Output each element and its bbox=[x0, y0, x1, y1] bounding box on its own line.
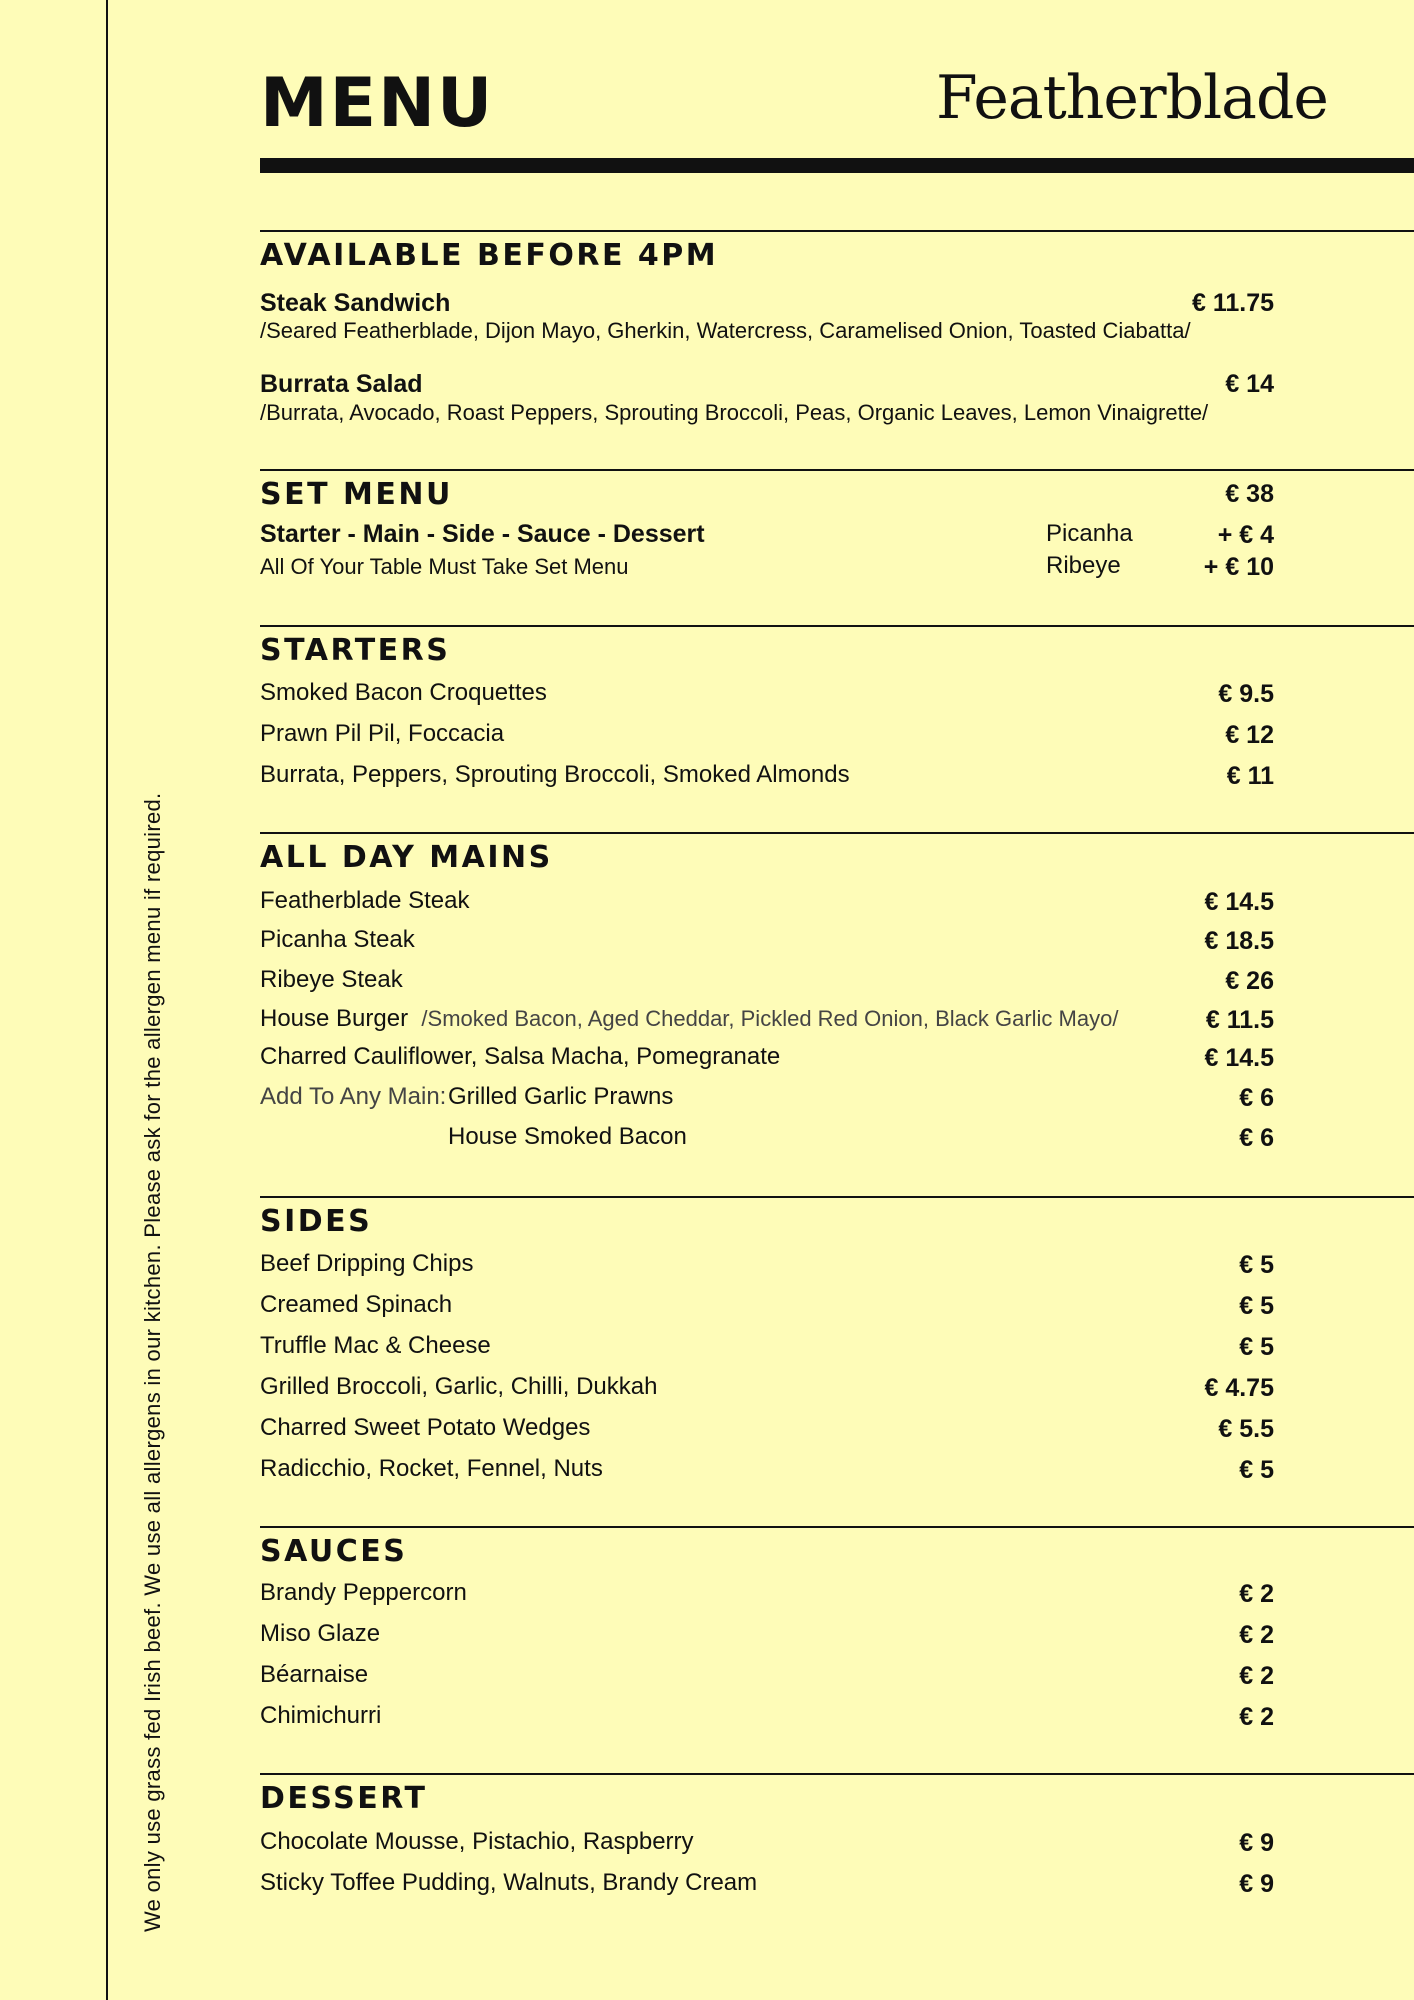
menu-item-price: € 5 bbox=[1239, 1292, 1274, 1320]
menu-item-name: Grilled Broccoli, Garlic, Chilli, Dukkah bbox=[260, 1373, 658, 1400]
menu-item-price: € 12 bbox=[1225, 721, 1274, 749]
section-set-menu bbox=[260, 469, 1414, 626]
menu-item-price: € 11.75 bbox=[1191, 289, 1274, 317]
brand-logo: Featherblade bbox=[936, 63, 1328, 133]
section-mains bbox=[260, 832, 1414, 1194]
menu-item-price: € 2 bbox=[1239, 1703, 1274, 1731]
upgrade-name: Picanha bbox=[1046, 520, 1133, 547]
section-sauces bbox=[260, 1526, 1414, 1773]
section-sides bbox=[260, 1196, 1414, 1526]
menu-item-name: Béarnaise bbox=[260, 1661, 369, 1688]
menu-item-description: /Smoked Bacon, Aged Cheddar, Pickled Red Onion, Black Garlic Mayo/ bbox=[421, 1006, 1119, 1031]
menu-item-price: € 9 bbox=[1239, 1829, 1274, 1857]
menu-item-name: Creamed Spinach bbox=[260, 1291, 453, 1318]
side-rule bbox=[106, 0, 108, 2000]
menu-item-price: € 11 bbox=[1226, 762, 1274, 790]
section-starters bbox=[260, 625, 1414, 832]
upgrade-name: Ribeye bbox=[1046, 552, 1121, 579]
menu-item-price: € 9.5 bbox=[1218, 680, 1274, 708]
menu-item-name: Steak Sandwich bbox=[260, 289, 451, 317]
menu-item-price: € 18.5 bbox=[1204, 927, 1274, 955]
menu-item-name: Picanha Steak bbox=[260, 926, 415, 953]
menu-item-name: Ribeye Steak bbox=[260, 966, 403, 993]
menu-item-price: € 2 bbox=[1239, 1662, 1274, 1690]
menu-item-name: Smoked Bacon Croquettes bbox=[260, 679, 547, 706]
set-menu-price: € 38 bbox=[1225, 480, 1274, 508]
addon-name: House Smoked Bacon bbox=[448, 1123, 687, 1150]
upgrade-price: + € 10 bbox=[1203, 553, 1274, 581]
upgrade-price: + € 4 bbox=[1217, 521, 1274, 549]
menu-item-price: € 14.5 bbox=[1204, 1044, 1274, 1072]
menu-item-name: House Burger bbox=[260, 1005, 409, 1032]
menu-item-name: Charred Sweet Potato Wedges bbox=[260, 1414, 591, 1441]
menu-item-name: Truffle Mac & Cheese bbox=[260, 1332, 491, 1359]
menu-item-description: /Burrata, Avocado, Roast Peppers, Sprouting Broccoli, Peas, Organic Leaves, Lemon Vinaigrette/ bbox=[260, 400, 1209, 425]
menu-item-house-burger bbox=[260, 1005, 1118, 1034]
menu-item-price: € 26 bbox=[1225, 967, 1274, 995]
allergen-note: We only use grass fed Irish beef. We use all allergens in our kitchen. Please ask for the allergen menu if required. bbox=[140, 792, 165, 1932]
addon-label: Add To Any Main: bbox=[260, 1083, 447, 1110]
section-title: SIDES bbox=[260, 1204, 373, 1239]
section-title: SAUCES bbox=[260, 1534, 408, 1569]
menu-item-price: € 5.5 bbox=[1218, 1415, 1274, 1443]
section-title: AVAILABLE BEFORE 4PM bbox=[260, 238, 719, 273]
menu-item-name: Charred Cauliflower, Salsa Macha, Pomegranate bbox=[260, 1043, 781, 1070]
menu-item-price: € 9 bbox=[1239, 1870, 1274, 1898]
section-dessert bbox=[260, 1773, 1414, 1915]
section-title: DESSERT bbox=[260, 1781, 428, 1816]
section-before-4pm bbox=[260, 230, 1414, 462]
menu-item-price: € 4.75 bbox=[1204, 1374, 1274, 1402]
menu-item-price: € 5 bbox=[1239, 1333, 1274, 1361]
menu-item-price: € 11.5 bbox=[1205, 1006, 1274, 1034]
menu-item-name: Chocolate Mousse, Pistachio, Raspberry bbox=[260, 1828, 694, 1855]
menu-item-name: Prawn Pil Pil, Foccacia bbox=[260, 720, 505, 747]
menu-item-name: Burrata Salad bbox=[260, 370, 423, 398]
addon-name: Grilled Garlic Prawns bbox=[448, 1083, 674, 1110]
menu-item-price: € 14 bbox=[1225, 370, 1274, 398]
menu-item-name: Miso Glaze bbox=[260, 1620, 381, 1647]
menu-item-name: Brandy Peppercorn bbox=[260, 1579, 467, 1606]
set-menu-note: All Of Your Table Must Take Set Menu bbox=[260, 554, 629, 579]
header-bar bbox=[260, 158, 1414, 173]
addon-price: € 6 bbox=[1239, 1084, 1274, 1112]
section-title: STARTERS bbox=[260, 633, 451, 668]
menu-item-name: Sticky Toffee Pudding, Walnuts, Brandy Cream bbox=[260, 1869, 758, 1896]
menu-item-name: Burrata, Peppers, Sprouting Broccoli, Smoked Almonds bbox=[260, 761, 850, 788]
menu-item-price: € 5 bbox=[1239, 1456, 1274, 1484]
menu-item-price: € 2 bbox=[1239, 1580, 1274, 1608]
set-menu-courses: Starter - Main - Side - Sauce - Dessert bbox=[260, 520, 705, 548]
section-title: ALL DAY MAINS bbox=[260, 840, 553, 875]
menu-item-name: Featherblade Steak bbox=[260, 887, 470, 914]
menu-item-description: /Seared Featherblade, Dijon Mayo, Gherkin, Watercress, Caramelised Onion, Toasted Ciabatta/ bbox=[260, 318, 1191, 343]
menu-title: MENU bbox=[260, 64, 495, 143]
menu-item-price: € 2 bbox=[1239, 1621, 1274, 1649]
menu-item-name: Chimichurri bbox=[260, 1702, 382, 1729]
menu-item-price: € 14.5 bbox=[1204, 888, 1274, 916]
section-title: SET MENU bbox=[260, 477, 453, 512]
menu-item-price: € 5 bbox=[1239, 1251, 1274, 1279]
menu-item-name: Radicchio, Rocket, Fennel, Nuts bbox=[260, 1455, 603, 1482]
menu-item-name: Beef Dripping Chips bbox=[260, 1250, 474, 1277]
addon-price: € 6 bbox=[1239, 1124, 1274, 1152]
